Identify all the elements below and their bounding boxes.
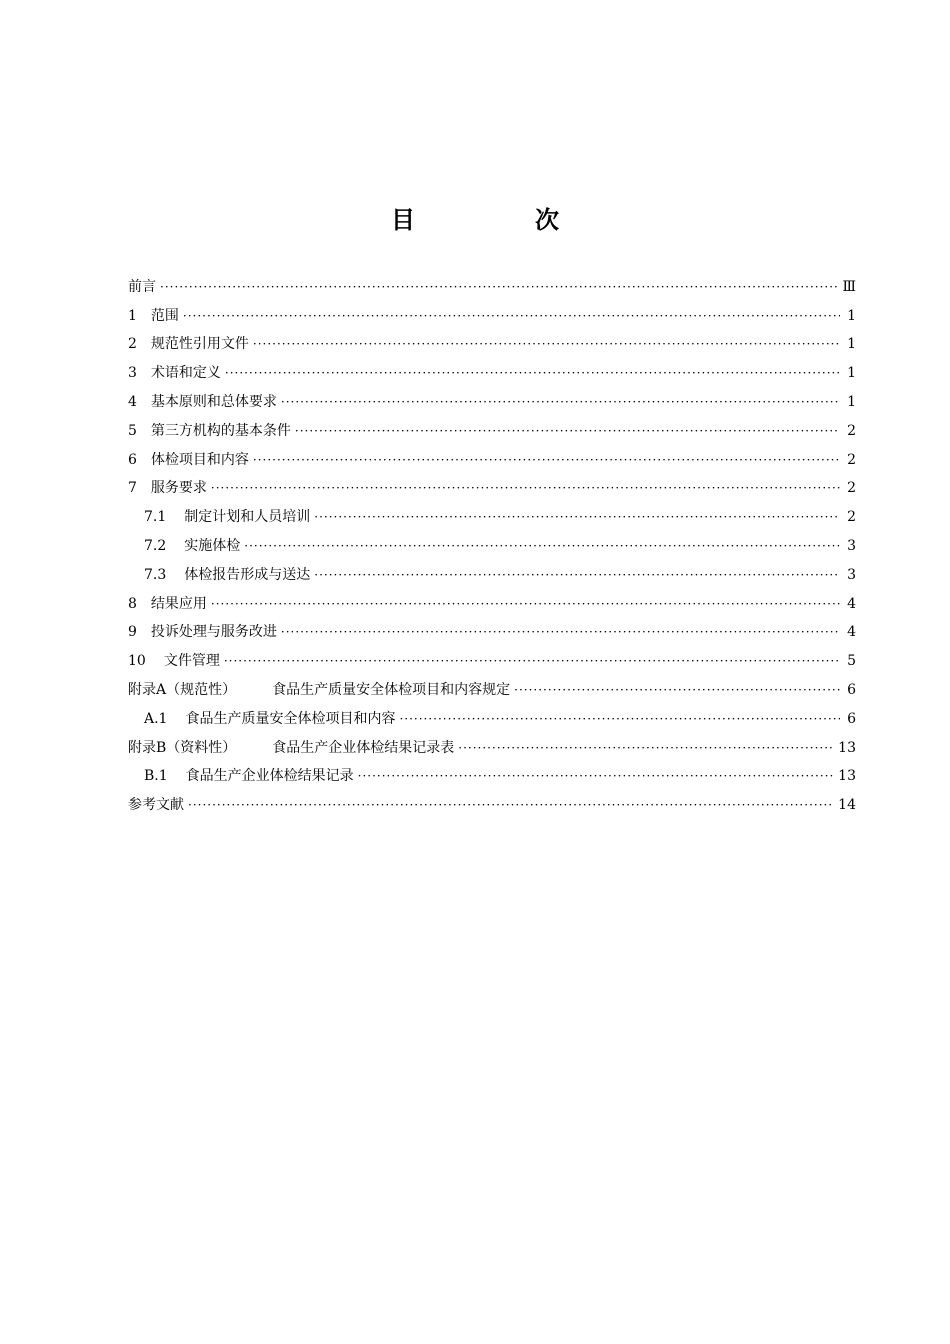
- toc-entry-label: [128, 364, 221, 382]
- toc-subentry[interactable]: [128, 526, 856, 555]
- toc-entry-label: [144, 710, 395, 728]
- toc-entry[interactable]: [128, 440, 856, 469]
- toc-entry-page: Ⅲ: [842, 278, 856, 295]
- toc-entry[interactable]: [128, 584, 856, 613]
- toc-entry-label: [128, 479, 207, 497]
- toc-subentry[interactable]: [128, 555, 856, 584]
- toc-entry-number: 7: [128, 480, 137, 497]
- toc-leader-dots: [211, 595, 840, 613]
- toc-entry-label: [128, 681, 510, 699]
- toc-entry-title: 规范性引用文件: [150, 336, 249, 353]
- toc-entry-title: 体检报告形成与送达: [184, 566, 311, 583]
- toc-leader-dots: [183, 307, 840, 325]
- toc-entry-number: 7.3: [144, 566, 167, 583]
- toc-entry-label: [128, 278, 156, 296]
- toc-entry-label: [144, 566, 310, 584]
- toc-entry-page: 4: [847, 595, 856, 612]
- toc-entry[interactable]: [128, 411, 856, 440]
- toc-entry-label: [128, 796, 184, 814]
- toc-spacer: [250, 739, 272, 757]
- toc-entry-label: [128, 595, 207, 613]
- toc-leader-dots: [253, 451, 840, 469]
- page-title: 目 次: [391, 206, 607, 235]
- toc-entry-number: 2: [128, 336, 137, 353]
- toc-entry-title: 食品生产质量安全体检项目和内容规定: [272, 681, 511, 698]
- toc-leader-dots: [399, 710, 840, 728]
- toc-entry[interactable]: [128, 325, 856, 354]
- toc-entry-number: 1: [128, 307, 137, 324]
- toc-leader-dots: [211, 479, 840, 497]
- toc-entry-page: 13: [838, 768, 856, 785]
- toc-subentry[interactable]: [128, 699, 856, 728]
- toc-entry-page: 6: [847, 710, 856, 727]
- toc-entry-title: 文件管理: [163, 653, 220, 670]
- toc-entry-label: [128, 335, 249, 353]
- toc-entry-label: [144, 537, 240, 555]
- toc-entry-page: 1: [847, 365, 856, 382]
- toc-entry-page: 3: [847, 566, 856, 583]
- toc-entry-page: 2: [847, 480, 856, 497]
- toc-leader-dots: [514, 681, 840, 699]
- toc-entry[interactable]: [128, 613, 856, 642]
- toc-entry-number: 6: [128, 451, 137, 468]
- toc-entry-title: 投诉处理与服务改进: [150, 624, 277, 641]
- toc-entry-label: [128, 422, 291, 440]
- toc-leader-dots: [224, 652, 840, 670]
- toc-leader-dots: [314, 508, 840, 526]
- toc-leader-dots: [458, 739, 834, 757]
- toc-entry-page: 2: [847, 422, 856, 439]
- toc-entry-number: 9: [128, 624, 137, 641]
- toc-entry-number: 3: [128, 365, 137, 382]
- toc-entry-number: 5: [128, 422, 137, 439]
- toc-entry-page: 4: [847, 624, 856, 641]
- toc-leader-dots: [314, 566, 840, 584]
- toc-entry-number: A.1: [144, 710, 168, 727]
- toc-spacer: [250, 681, 272, 699]
- toc-entry-title: 实施体检: [184, 537, 241, 554]
- toc-entry-page: 1: [847, 307, 856, 324]
- toc-entry-title: 结果应用: [150, 595, 207, 612]
- toc-entry-title: 前言: [128, 278, 156, 295]
- toc-entry-page: 13: [838, 739, 856, 756]
- toc-leader-dots: [188, 796, 834, 814]
- toc-entry[interactable]: [128, 785, 856, 814]
- toc-entry[interactable]: [128, 267, 856, 296]
- toc-entry-page: 14: [838, 797, 856, 814]
- toc-entry-page: 3: [847, 537, 856, 554]
- toc-entry-title: 制定计划和人员培训: [184, 509, 311, 526]
- toc-entry-title: 食品生产企业体检结果记录表: [272, 739, 455, 756]
- toc-entry-page: 2: [847, 509, 856, 526]
- toc-appendix-label: 附录B（资料性）: [128, 739, 237, 756]
- toc-leader-dots: [253, 335, 840, 353]
- toc-entry-label: [144, 767, 354, 785]
- toc-leader-dots: [358, 767, 835, 785]
- toc-entry-title: 食品生产质量安全体检项目和内容: [185, 710, 396, 727]
- toc-entry-title: 服务要求: [150, 480, 207, 497]
- toc-entry-page: 6: [847, 681, 856, 698]
- toc-appendix-label: 附录A（规范性）: [128, 681, 237, 698]
- toc-leader-dots: [295, 422, 840, 440]
- toc-entry-label: [128, 652, 220, 670]
- toc-entry-label: [128, 393, 277, 411]
- toc-entry-title: 基本原则和总体要求: [150, 393, 277, 410]
- toc-entry-label: [128, 451, 249, 469]
- toc-entry[interactable]: [128, 353, 856, 382]
- toc-entry-label: [128, 623, 277, 641]
- toc-entry-title: 食品生产企业体检结果记录: [185, 768, 354, 785]
- toc-entry[interactable]: [128, 296, 856, 325]
- toc-entry-page: 5: [847, 653, 856, 670]
- toc-entry[interactable]: [128, 469, 856, 498]
- toc-leader-dots: [160, 278, 838, 296]
- toc-entry-page: 1: [847, 336, 856, 353]
- toc-entry-page: 2: [847, 451, 856, 468]
- toc-leader-dots: [281, 623, 840, 641]
- toc-entry-title: 范围: [150, 307, 179, 324]
- toc-entry-title: 第三方机构的基本条件: [150, 422, 291, 439]
- toc-entry[interactable]: [128, 641, 856, 670]
- toc-entry-title: 体检项目和内容: [150, 451, 249, 468]
- toc-leader-dots: [225, 364, 840, 382]
- toc-entry-number: 4: [128, 393, 137, 410]
- toc-entry-number: B.1: [144, 768, 168, 785]
- toc-subentry[interactable]: [128, 497, 856, 526]
- toc-entry-label: [128, 307, 179, 325]
- toc-entry[interactable]: [128, 382, 856, 411]
- toc-entry-title: 参考文献: [128, 797, 184, 814]
- toc-leader-dots: [244, 537, 840, 555]
- toc-entry-number: 10: [128, 653, 146, 670]
- toc-entry-appendix[interactable]: [128, 670, 856, 699]
- table-of-contents: [128, 267, 856, 814]
- toc-entry-title: 术语和定义: [150, 365, 221, 382]
- toc-entry-number: 8: [128, 595, 137, 612]
- toc-entry-label: [144, 508, 310, 526]
- toc-leader-dots: [281, 393, 840, 411]
- toc-entry-page: 1: [847, 393, 856, 410]
- toc-entry-number: 7.2: [144, 537, 167, 554]
- toc-entry-number: 7.1: [144, 509, 167, 526]
- toc-entry-appendix[interactable]: [128, 728, 856, 757]
- toc-subentry[interactable]: [128, 757, 856, 786]
- toc-entry-label: [128, 739, 454, 757]
